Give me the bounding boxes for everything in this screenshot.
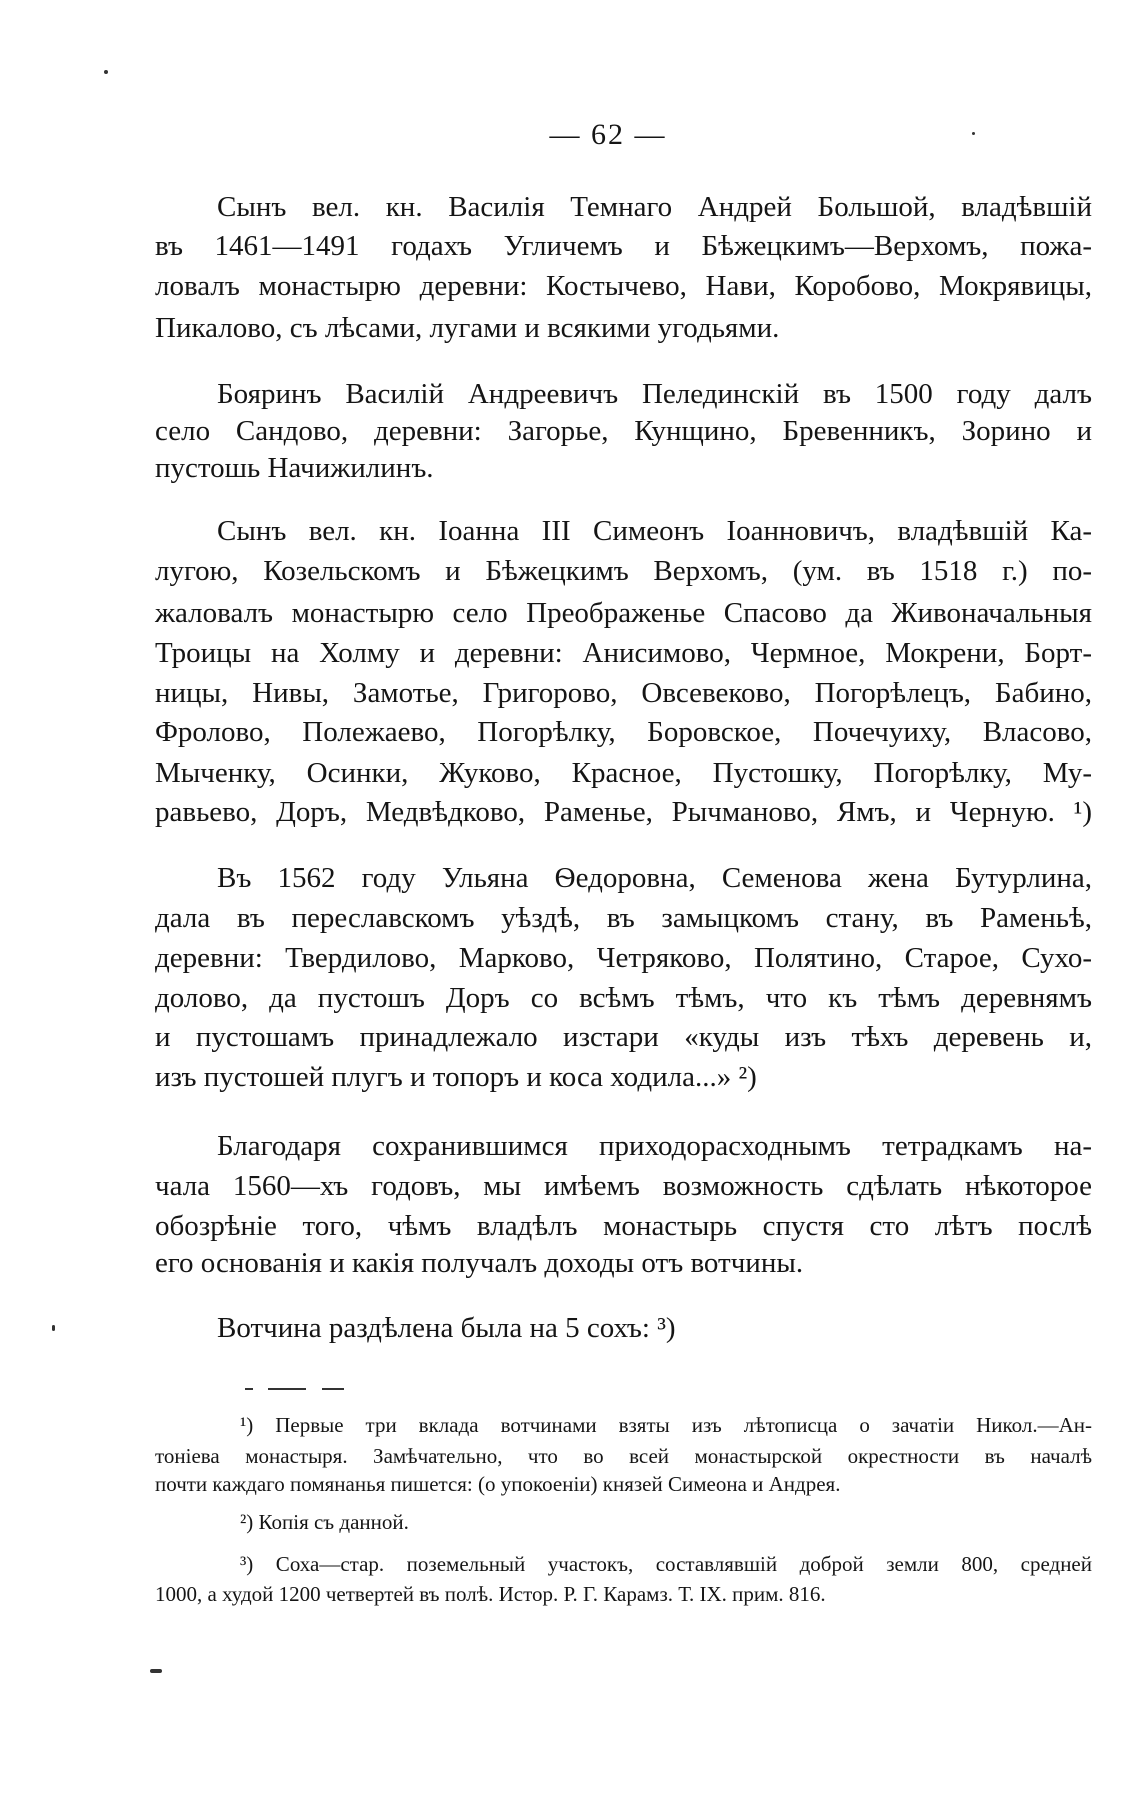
text-line: село Сандово, деревни: Загорье, Кунщино, Бревенникъ, Зорино и bbox=[155, 415, 1092, 447]
text-line: дала въ переславскомъ уѣздѣ, въ замыцкомъ стану, въ Раменьѣ, bbox=[155, 902, 1092, 934]
text-line: деревни: Твердилово, Марково, Четряково, Полятино, Старое, Сухо- bbox=[155, 942, 1092, 974]
text-line: ловалъ монастырю деревни: Костычево, Нави, Коробово, Мокрявицы, bbox=[155, 270, 1092, 302]
text-line: въ 1461—1491 годахъ Угличемъ и Бѣжецкимъ—Верхомъ, пожа- bbox=[155, 230, 1092, 262]
text-line: долово, да пустошъ Доръ со всѣмъ тѣмъ, что къ тѣмъ деревнямъ bbox=[155, 982, 1092, 1014]
text-line: и пустошамъ принадлежало изстари «куды изъ тѣхъ деревень и, bbox=[155, 1021, 1092, 1053]
text-line: Вотчина раздѣлена была на 5 сохъ: ³) bbox=[217, 1312, 676, 1344]
text-line: Сынъ вел. кн. Василія Темнаго Андрей Большой, владѣвшій bbox=[217, 191, 1092, 223]
scan-speck bbox=[972, 132, 975, 135]
scan-speck bbox=[52, 1325, 55, 1331]
text-line: лугою, Козельскомъ и Бѣжецкимъ Верхомъ, (ум. въ 1518 г.) по- bbox=[155, 555, 1092, 587]
text-line: Бояринъ Василій Андреевичъ Пелединскій въ 1500 году далъ bbox=[217, 378, 1092, 410]
text-line: Фролово, Полежаево, Погорѣлку, Боровское, Почечуиху, Власово, bbox=[155, 716, 1092, 748]
footnote-line: тоніева монастыря. Замѣчательно, что во всей монастырской окрестности въ началѣ bbox=[155, 1444, 1092, 1468]
footnote-line: ²) Копія съ данной. bbox=[240, 1510, 409, 1534]
text-line: обозрѣніе того, чѣмъ владѣлъ монастырь спустя сто лѣтъ послѣ bbox=[155, 1210, 1092, 1242]
text-line: жаловалъ монастырю село Преображенье Спасово да Живоначальныя bbox=[155, 597, 1092, 629]
page-number: — 62 — bbox=[549, 118, 667, 151]
text-line: пустошь Начижилинъ. bbox=[155, 452, 434, 484]
footnote-line: ³) Соха—стар. поземельный участокъ, составлявшій доброй земли 800, средней bbox=[240, 1552, 1092, 1576]
text-line: изъ пустошей плугъ и топоръ и коса ходила...» ²) bbox=[155, 1061, 757, 1093]
text-line: чала 1560—хъ годовъ, мы имѣемъ возможность сдѣлать нѣкоторое bbox=[155, 1170, 1092, 1202]
scan-speck bbox=[150, 1669, 162, 1673]
text-line: Пикалово, съ лѣсами, лугами и всякими угодьями. bbox=[155, 312, 780, 344]
footnote-line: 1000, а худой 1200 четвертей въ полѣ. Истор. Р. Г. Карамз. Т. IX. прим. 816. bbox=[155, 1582, 826, 1606]
text-line: Троицы на Холму и деревни: Анисимово, Чермное, Мокрени, Борт- bbox=[155, 637, 1092, 669]
text-line: Благодаря сохранившимся приходорасходнымъ тетрадкамъ на- bbox=[217, 1130, 1092, 1162]
text-line: ницы, Нивы, Замотье, Григорово, Овсевеково, Погорѣлецъ, Бабино, bbox=[155, 677, 1092, 709]
footnote-line: ¹) Первые три вклада вотчинами взяты изъ лѣтописца о зачатіи Никол.—Ан- bbox=[240, 1413, 1092, 1437]
scan-speck bbox=[104, 70, 108, 74]
text-line: равьево, Доръ, Медвѣдково, Раменье, Рычманово, Ямъ, и Черную. ¹) bbox=[155, 796, 1092, 828]
text-line: Мыченку, Осинки, Жуково, Красное, Пустошку, Погорѣлку, Му- bbox=[155, 757, 1092, 789]
text-line: Въ 1562 году Ульяна Ѳедоровна, Семенова жена Бутурлина, bbox=[217, 862, 1092, 894]
text-line: Сынъ вел. кн. Іоанна III Симеонъ Іоанновичъ, владѣвшій Ка- bbox=[217, 515, 1092, 547]
text-line: его основанія и какія получалъ доходы отъ вотчины. bbox=[155, 1247, 804, 1279]
footnote-line: почти каждаго помянанья пишется: (о упокоеніи) князей Симеона и Андрея. bbox=[155, 1472, 841, 1496]
